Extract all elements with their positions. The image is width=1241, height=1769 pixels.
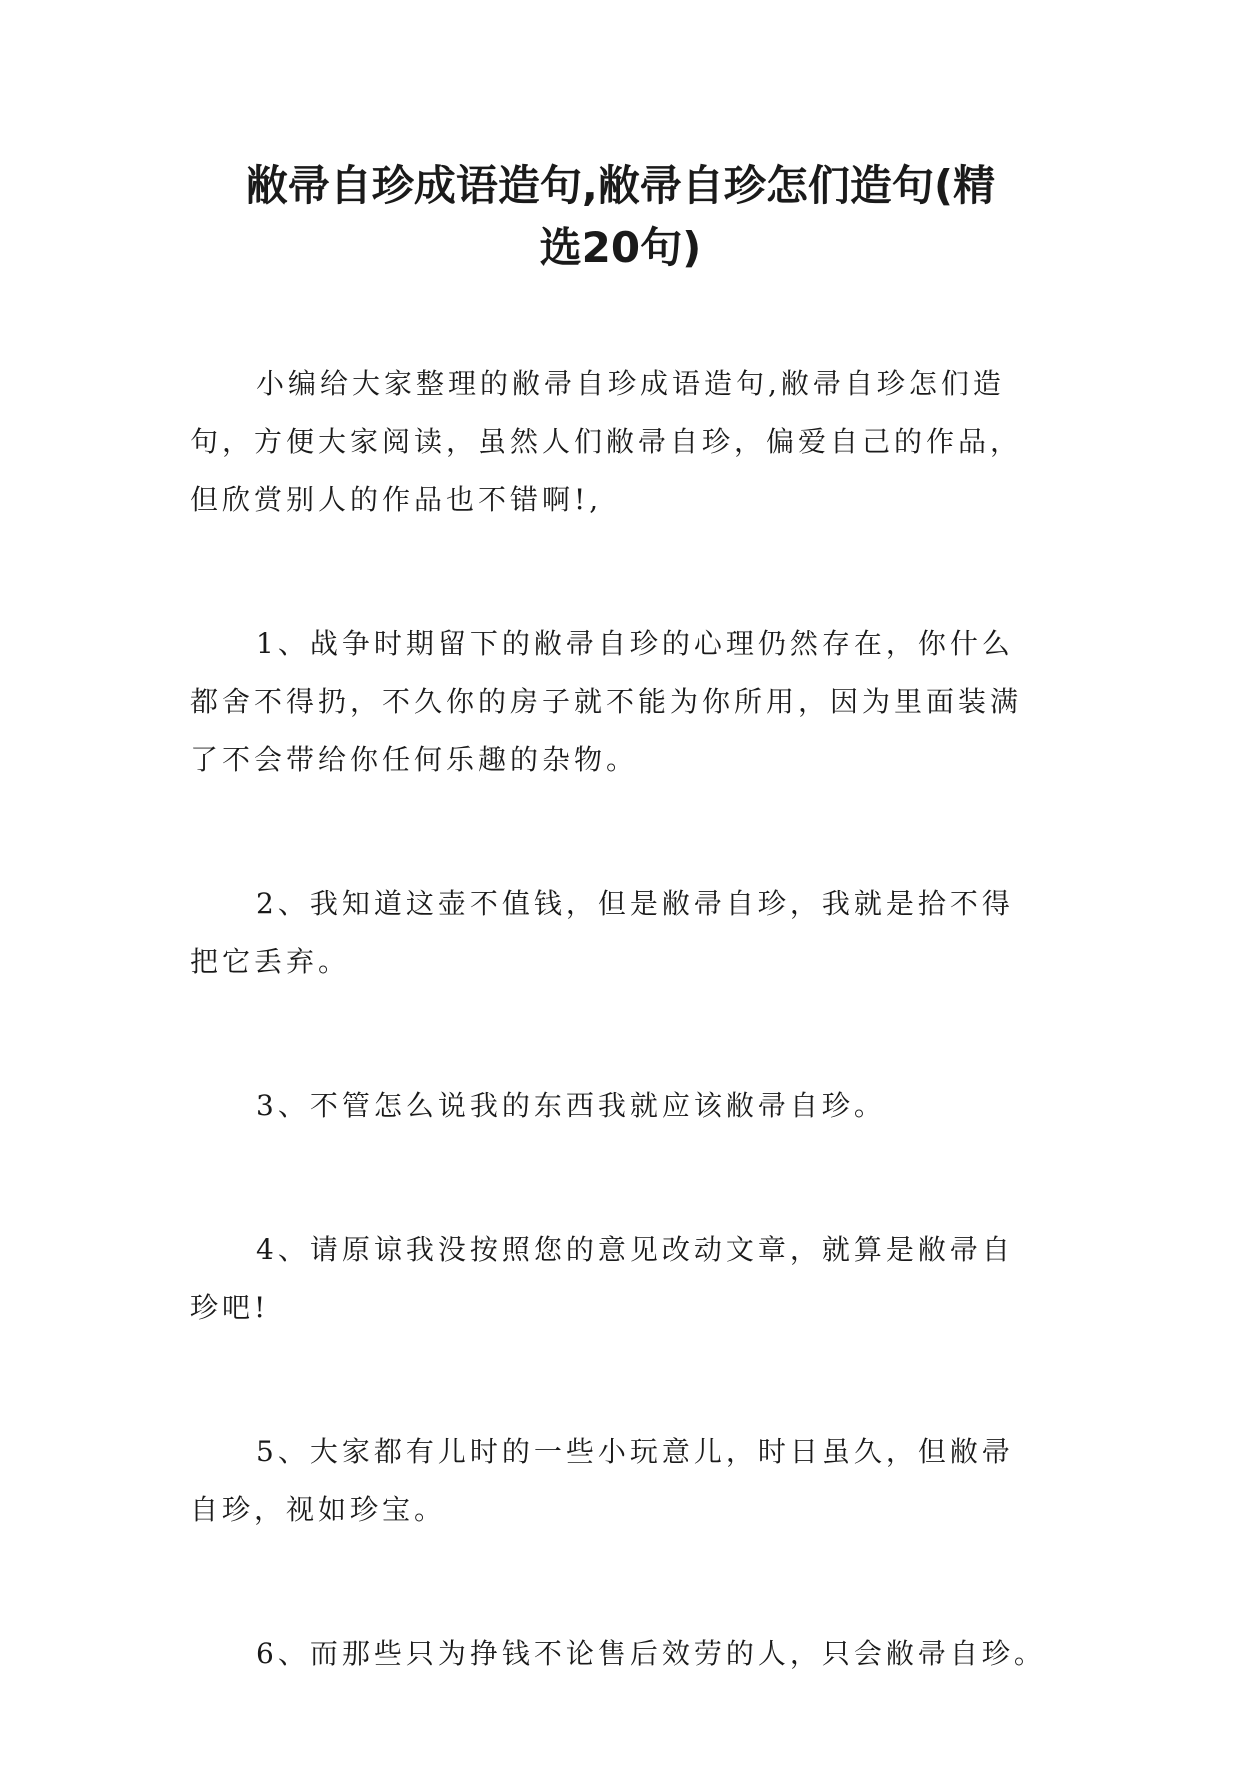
paragraph-line: 了不会带给你任何乐趣的杂物。 bbox=[190, 743, 639, 776]
paragraph-line: 5、大家都有儿时的一些小玩意儿，时日虽久，但敝帚 bbox=[256, 1435, 1014, 1468]
paragraph-line: 都舍不得扔，不久你的房子就不能为你所用，因为里面装满 bbox=[190, 685, 1023, 718]
paragraph-sentence-1 bbox=[190, 615, 1058, 789]
paragraph-line: 但欣赏别人的作品也不错啊!, bbox=[190, 483, 603, 516]
document-body bbox=[190, 355, 1058, 1769]
paragraph-sentence-5 bbox=[190, 1423, 1058, 1539]
paragraph-line: 3、不管怎么说我的东西我就应该敝帚自珍。 bbox=[256, 1089, 886, 1122]
paragraph-sentence-4 bbox=[190, 1221, 1058, 1337]
page-title bbox=[190, 155, 1051, 279]
paragraph-line: 2、我知道这壶不值钱，但是敝帚自珍，我就是拾不得 bbox=[256, 887, 1014, 920]
paragraph-line: 句，方便大家阅读，虽然人们敝帚自珍，偏爱自己的作品， bbox=[190, 425, 1023, 458]
paragraph-intro bbox=[190, 355, 1058, 529]
paragraph-sentence-6 bbox=[190, 1625, 1058, 1683]
paragraph-line: 1、战争时期留下的敝帚自珍的心理仍然存在，你什么 bbox=[256, 627, 1014, 660]
paragraph-line: 把它丢弃。 bbox=[190, 945, 351, 978]
paragraph-sentence-3 bbox=[190, 1077, 1058, 1135]
paragraph-line: 4、请原谅我没按照您的意见改动文章，就算是敝帚自 bbox=[256, 1233, 1014, 1266]
paragraph-line: 珍吧! bbox=[190, 1291, 270, 1324]
paragraph-sentence-2 bbox=[190, 875, 1058, 991]
paragraph-line: 6、而那些只为挣钱不论售后效劳的人，只会敝帚自珍。 bbox=[256, 1637, 1046, 1670]
paragraph-line: 自珍，视如珍宝。 bbox=[190, 1493, 447, 1526]
paragraph-line: 小编给大家整理的敝帚自珍成语造句,敝帚自珍怎们造 bbox=[256, 367, 1005, 400]
title-line: 敝帚自珍成语造句,敝帚自珍怎们造句(精 bbox=[245, 161, 996, 210]
title-line: 选20句) bbox=[539, 223, 702, 272]
